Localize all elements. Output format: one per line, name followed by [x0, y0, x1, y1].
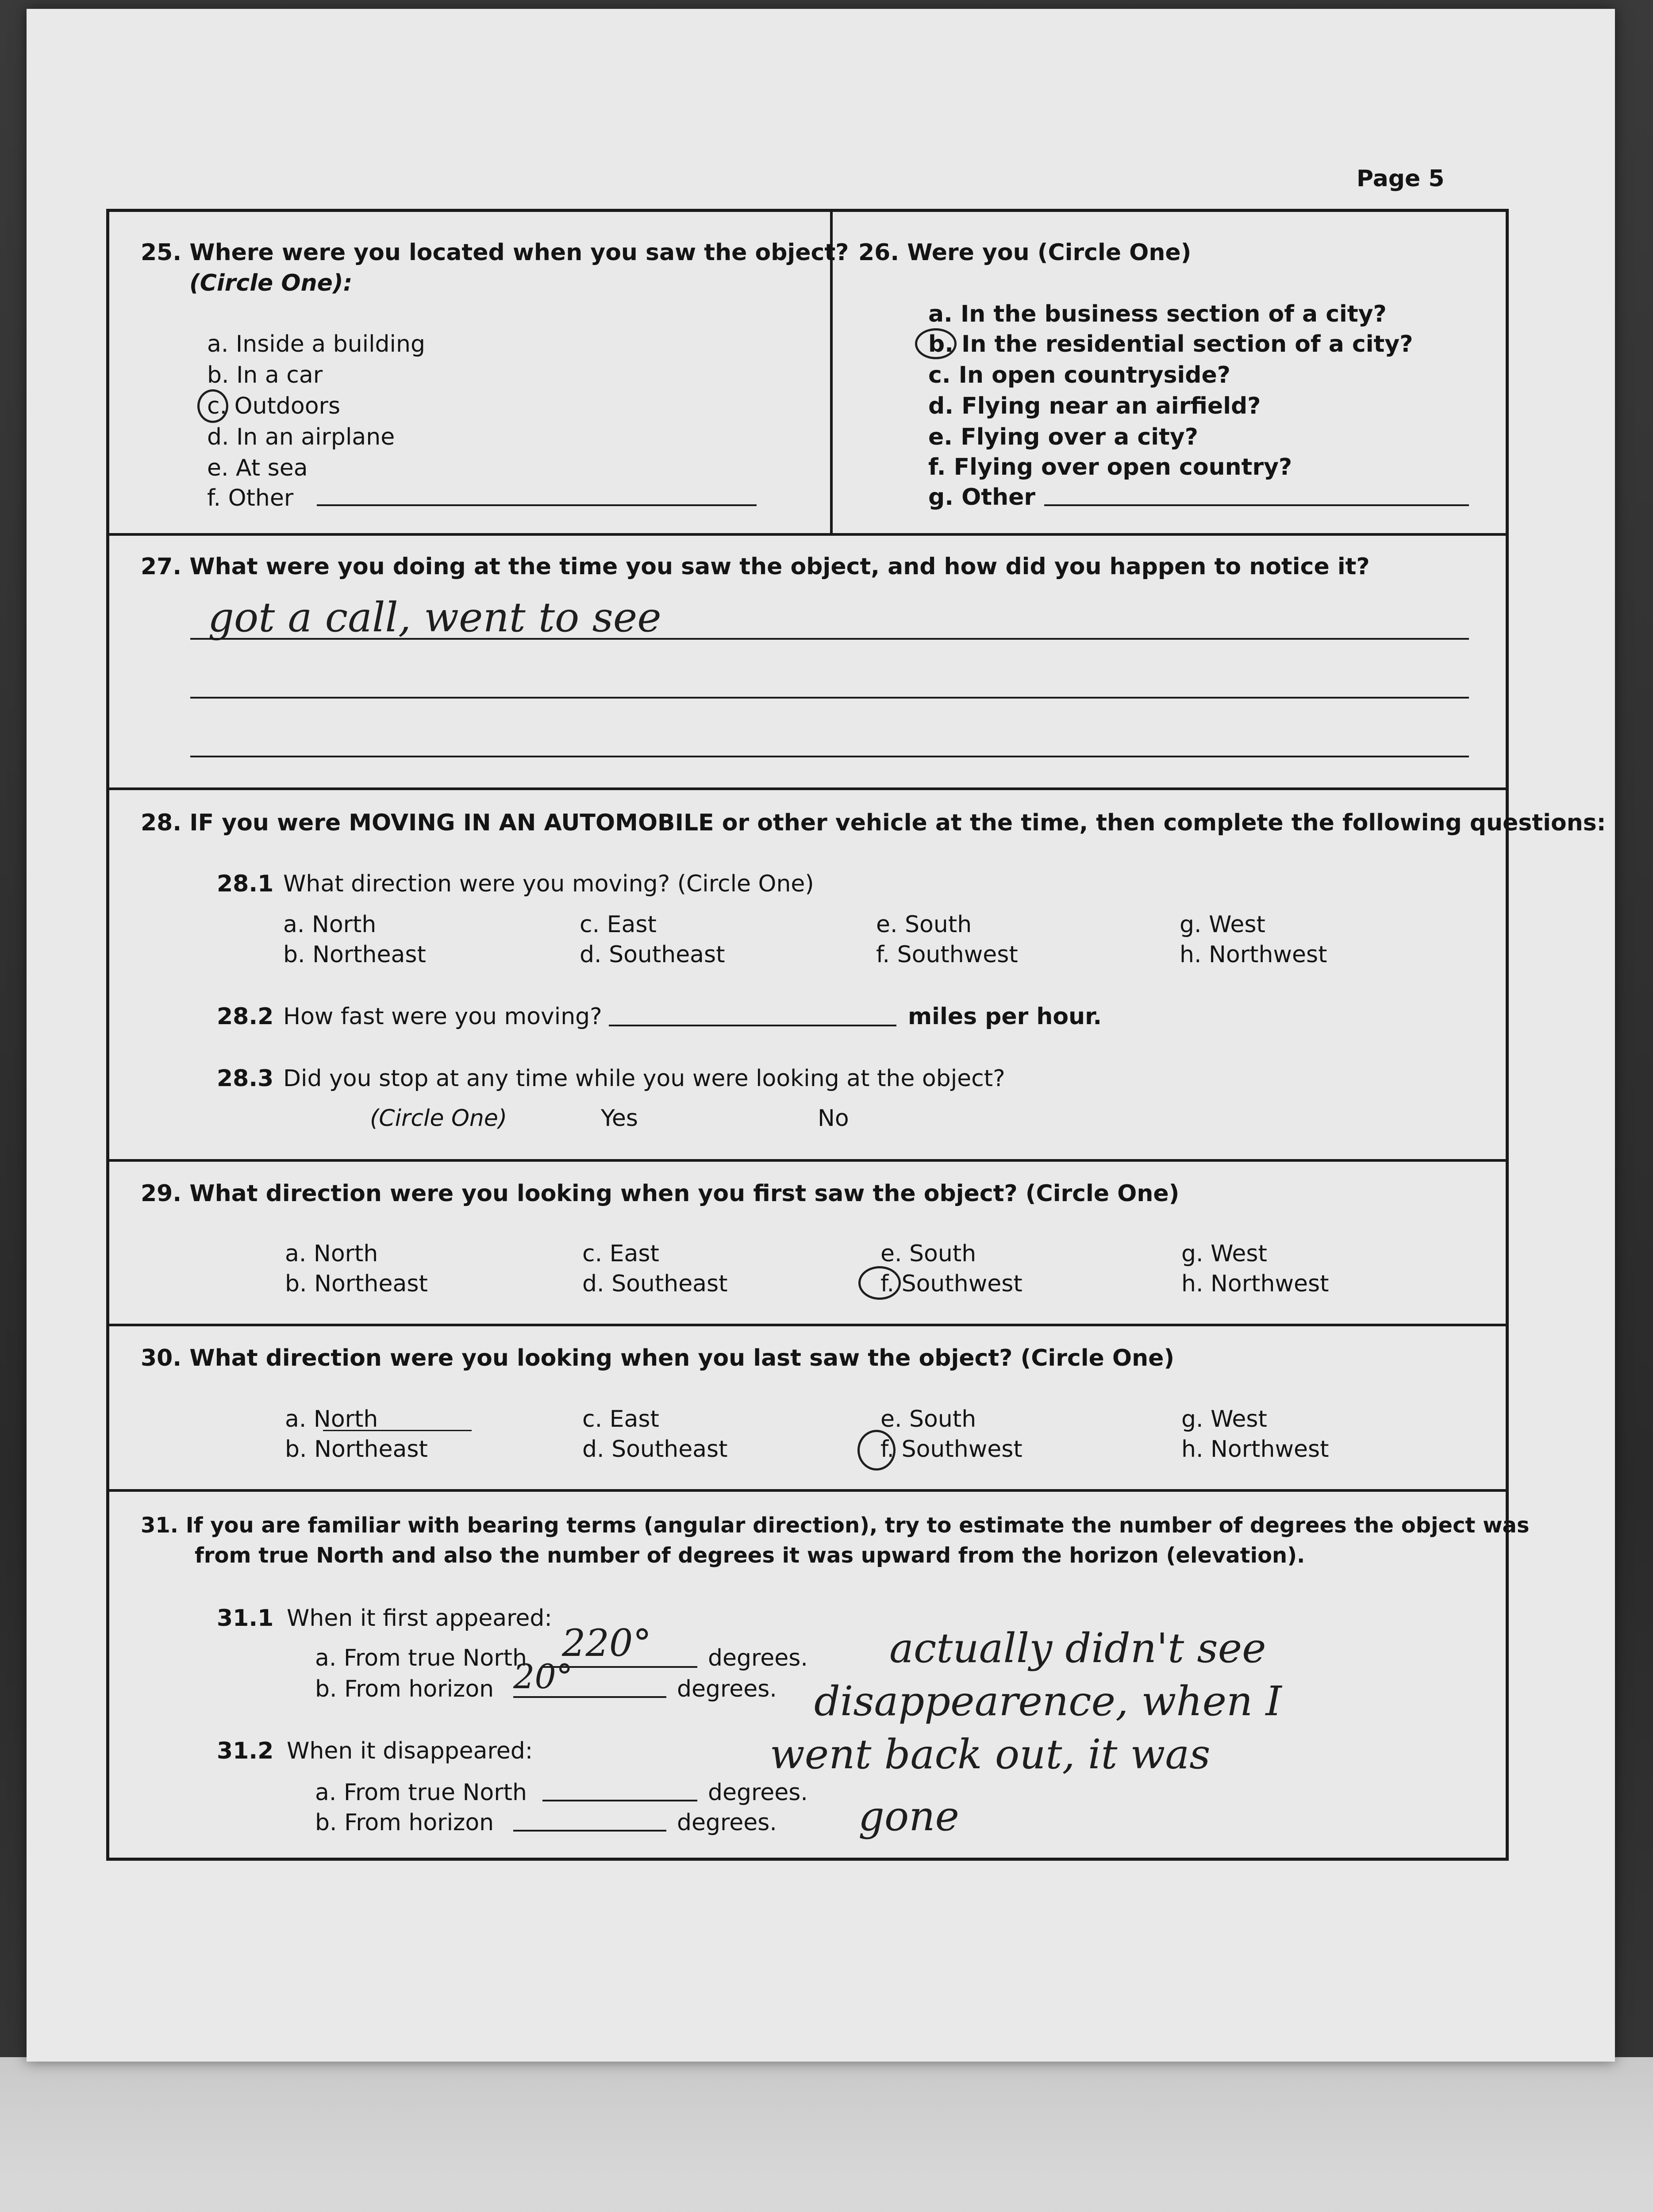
q26-option-f[interactable]: f. Flying over open country? — [928, 454, 1292, 480]
q28-3-yes-option[interactable]: Yes — [601, 1105, 638, 1132]
q25-instruction: (Circle One): — [189, 270, 353, 296]
q30-question: 30. What direction were you looking when you last saw the object? (Circle One) — [141, 1345, 1175, 1371]
q29-option-d[interactable]: d. Southeast — [582, 1271, 728, 1297]
q28-1-option-f[interactable]: f. Southwest — [876, 941, 1018, 968]
q28-1-option-e[interactable]: e. South — [876, 911, 972, 938]
q26-option-e[interactable]: e. Flying over a city? — [928, 424, 1198, 450]
q29-option-h[interactable]: h. Northwest — [1181, 1271, 1329, 1297]
q28-1-option-a[interactable]: a. North — [283, 911, 377, 938]
q28-question: 28. IF you were MOVING IN AN AUTOMOBILE or other vehicle at the time, then complete the following questions: — [141, 810, 1606, 836]
q28-3-instruction: (Circle One) — [370, 1105, 507, 1132]
q31-note-line-2: disappearence, when I — [814, 1678, 1282, 1725]
q31-1-b-unit: degrees. — [677, 1676, 777, 1702]
q31-note-line-4: gone — [858, 1793, 959, 1840]
q31-question-line-2: from true North and also the number of degrees it was upward from the horizon (elevation). — [195, 1543, 1305, 1568]
q28-1-label: 28.1 — [217, 871, 274, 897]
q28-1-option-b[interactable]: b. Northeast — [283, 941, 426, 968]
q30-selected-circle — [857, 1430, 896, 1471]
q25-option-f[interactable]: f. Other — [207, 485, 294, 511]
q25-question: 25. Where were you located when you saw the object? — [141, 239, 849, 266]
q28-2-speed-field[interactable] — [609, 1025, 896, 1026]
q31-2-text: When it disappeared: — [287, 1738, 533, 1764]
q31-note-line-3: went back out, it was — [770, 1731, 1211, 1778]
q31-2-a-unit: degrees. — [708, 1779, 808, 1806]
q28-2-text: How fast were you moving? — [283, 1003, 602, 1030]
q31-2-b-unit: degrees. — [677, 1809, 777, 1836]
q30-north-underline — [323, 1430, 472, 1431]
q29-option-b[interactable]: b. Northeast — [285, 1271, 428, 1297]
q31-1-label: 31.1 — [217, 1605, 274, 1632]
page-number: Page 5 — [1357, 165, 1445, 192]
q27-answer-line-2[interactable] — [190, 697, 1469, 699]
q31-2-b-label: b. From horizon — [315, 1809, 494, 1836]
q30-option-e[interactable]: e. South — [880, 1406, 976, 1432]
q31-1-text: When it first appeared: — [287, 1605, 552, 1632]
q28-2-suffix: miles per hour. — [908, 1003, 1102, 1030]
q26-option-b[interactable]: b. In the residential section of a city? — [928, 331, 1413, 357]
q27-handwritten-answer: got a call, went to see — [208, 594, 661, 641]
q31-question-line-1: 31. If you are familiar with bearing terms (angular direction), try to estimate the number of degrees the object was — [141, 1513, 1530, 1538]
q31-1-b-label: b. From horizon — [315, 1676, 494, 1702]
q26-question: 26. Were you (Circle One) — [858, 239, 1192, 266]
q30-option-c[interactable]: c. East — [582, 1406, 659, 1432]
q28-1-text: What direction were you moving? (Circle One) — [283, 871, 814, 897]
q29-option-c[interactable]: c. East — [582, 1240, 659, 1267]
q31-1-b-handwritten: 20° — [513, 1657, 573, 1696]
q31-2-a-field[interactable] — [542, 1800, 697, 1801]
q31-2-a-label: a. From true North — [315, 1779, 527, 1806]
q28-3-text: Did you stop at any time while you were looking at the object? — [283, 1065, 1005, 1092]
q29-question: 29. What direction were you looking when you first saw the object? (Circle One) — [141, 1180, 1180, 1207]
q25-option-e[interactable]: e. At sea — [207, 455, 308, 481]
divider-29 — [106, 1159, 1509, 1162]
q27-question: 27. What were you doing at the time you saw the object, and how did you happen to notice it? — [141, 553, 1370, 580]
q28-3-label: 28.3 — [217, 1065, 274, 1092]
q30-option-d[interactable]: d. Southeast — [582, 1436, 728, 1463]
q26-option-g[interactable]: g. Other — [928, 484, 1036, 511]
q31-1-a-label: a. From true North — [315, 1645, 527, 1671]
q27-answer-line-1[interactable] — [190, 638, 1469, 640]
q26-option-a[interactable]: a. In the business section of a city? — [928, 301, 1387, 327]
q26-option-d[interactable]: d. Flying near an airfield? — [928, 393, 1261, 419]
q28-1-option-g[interactable]: g. West — [1180, 911, 1265, 938]
q27-answer-line-3[interactable] — [190, 756, 1469, 757]
q31-2-b-field[interactable] — [513, 1830, 666, 1832]
q30-option-h[interactable]: h. Northwest — [1181, 1436, 1329, 1463]
q26-other-field[interactable] — [1044, 504, 1469, 506]
q25-option-d[interactable]: d. In an airplane — [207, 424, 395, 450]
divider-31 — [106, 1489, 1509, 1492]
q31-1-b-field[interactable] — [513, 1696, 666, 1698]
q28-2-label: 28.2 — [217, 1003, 274, 1030]
q30-option-b[interactable]: b. Northeast — [285, 1436, 428, 1463]
q25-option-a[interactable]: a. Inside a building — [207, 331, 425, 357]
q30-option-f[interactable]: f. Southwest — [880, 1436, 1023, 1463]
q28-3-no-option[interactable]: No — [818, 1105, 849, 1132]
q30-option-g[interactable]: g. West — [1181, 1406, 1267, 1432]
q25-option-b[interactable]: b. In a car — [207, 362, 323, 388]
lower-sheet-edge — [0, 2057, 1653, 2212]
divider-30 — [106, 1324, 1509, 1326]
q31-note-line-1: actually didn't see — [889, 1624, 1266, 1672]
q29-option-g[interactable]: g. West — [1181, 1240, 1267, 1267]
q28-1-option-h[interactable]: h. Northwest — [1180, 941, 1327, 968]
q25-option-c[interactable]: c. Outdoors — [207, 393, 341, 419]
divider-28 — [106, 787, 1509, 790]
q28-1-option-d[interactable]: d. Southeast — [580, 941, 725, 968]
q28-1-option-c[interactable]: c. East — [580, 911, 657, 938]
q29-option-a[interactable]: a. North — [285, 1240, 378, 1267]
q29-option-e[interactable]: e. South — [880, 1240, 976, 1267]
q31-2-label: 31.2 — [217, 1738, 274, 1764]
q25-selected-circle — [197, 389, 228, 423]
q26-selected-circle — [915, 328, 957, 359]
q31-1-a-handwritten: 220° — [562, 1621, 652, 1665]
q29-option-f[interactable]: f. Southwest — [880, 1271, 1023, 1297]
q30-option-a[interactable]: a. North — [285, 1406, 378, 1432]
q25-other-field[interactable] — [317, 504, 757, 506]
q29-selected-circle — [858, 1266, 901, 1300]
q26-option-c[interactable]: c. In open countryside? — [928, 362, 1230, 388]
divider-27 — [106, 533, 1509, 536]
q31-1-a-unit: degrees. — [708, 1645, 808, 1671]
